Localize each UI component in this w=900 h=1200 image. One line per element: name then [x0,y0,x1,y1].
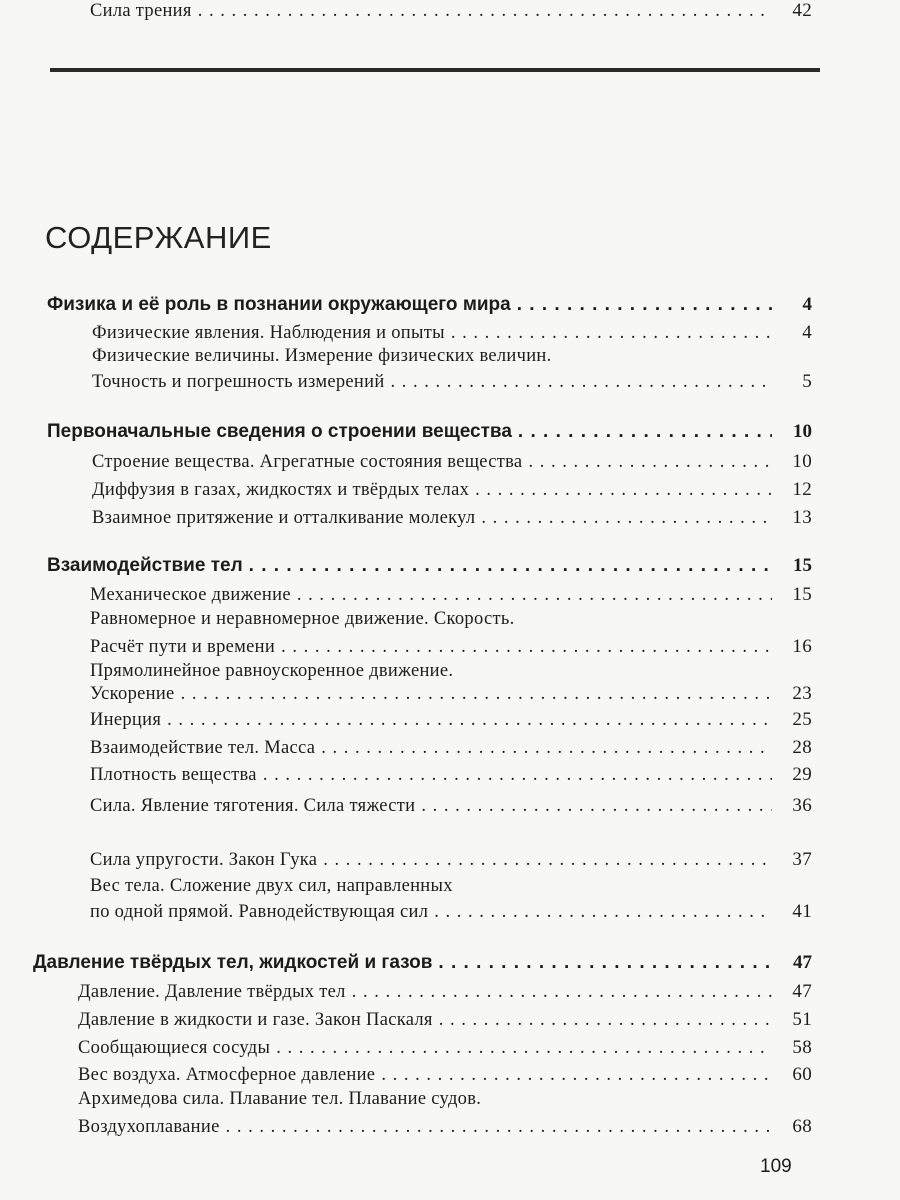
toc-entry [90,636,812,658]
entry-title: Плотность вещества [90,765,257,785]
entry-page: 10 [792,451,812,472]
entry-title: Диффузия в газах, жидкостях и твёрдых телах [92,480,470,500]
entry-line: Архимедова сила. Плавание тел. Плавание судов. [78,1089,482,1109]
entry-title: Расчёт пути и времени [90,637,276,657]
entry-title: Воздухоплавание [78,1117,220,1137]
section-heading [47,421,812,443]
entry-title: Сообщающиеся сосуды [78,1038,271,1058]
entry-page: 29 [792,764,812,785]
entry-page: 5 [802,371,812,392]
dot-leader [528,452,772,473]
section-heading [47,294,812,316]
dot-leader [391,372,772,393]
dot-leader [451,323,772,344]
entry-title: Взаимодействие тел. Масса [90,738,316,758]
entry-page: 10 [793,421,812,442]
toc-entry [90,764,812,786]
entry-title: Ускорение [90,684,175,704]
entry-line: Прямолинейное равноускоренное движение. [90,661,454,681]
entry-page: 58 [792,1037,812,1058]
entry-title: Давление твёрдых тел, жидкостей и газов [33,952,433,973]
entry-page: 51 [792,1009,812,1030]
toc-entry [90,683,812,705]
entry-title: Вес воздуха. Атмосферное давление [78,1065,376,1085]
toc-entry [92,507,812,529]
entry-title: Точность и погрешность измерений [92,372,385,392]
dot-leader [381,1065,772,1086]
toc-entry [78,1009,812,1031]
entry-title: Инерция [90,710,162,730]
toc-entry [90,901,812,923]
entry-page: 13 [792,507,812,528]
page-number: 109 [760,1156,792,1177]
toc-entry [92,322,812,344]
dot-leader [321,738,772,759]
toc-entry [92,479,812,501]
section-heading [33,952,812,974]
entry-page: 47 [793,952,812,973]
toc-entry [90,709,812,731]
entry-page: 15 [792,584,812,605]
entry-page: 15 [793,555,812,576]
entry-title: Давление в жидкости и газе. Закон Паскаля [78,1010,433,1030]
entry-title: Сила. Явление тяготения. Сила тяжести [90,796,416,816]
dot-leader [297,585,772,606]
dot-leader [438,952,772,974]
dot-leader [181,684,772,705]
dot-leader [226,1117,772,1138]
entry-title: Первоначальные сведения о строении вещества [47,421,512,442]
entry-page: 36 [792,795,812,816]
entry-page: 16 [792,636,812,657]
entry-page: 68 [792,1116,812,1137]
entry-title: Взаимодействие тел [47,555,243,576]
entry-page: 23 [792,683,812,704]
entry-title: Механическое движение [90,585,291,605]
entry-title: Давление. Давление твёрдых тел [78,982,346,1002]
dot-leader [439,1010,772,1031]
dot-leader [434,902,772,923]
entry-title: Физические явления. Наблюдения и опыты [92,323,445,343]
toc-entry [90,737,812,759]
entry-page: 28 [792,737,812,758]
entry-page: 41 [792,901,812,922]
entry-page: 12 [792,479,812,500]
dot-leader [475,480,772,501]
entry-title: Сила трения [90,1,192,21]
toc-entry [78,1116,812,1138]
dot-leader [517,294,772,316]
toc-entry [92,451,812,473]
entry-page: 4 [802,294,812,315]
entry-page: 42 [792,0,812,21]
entry-page: 47 [792,981,812,1002]
toc-entry [90,0,812,22]
toc-entry [90,584,812,606]
toc-entry [78,1037,812,1059]
section-heading [47,555,812,577]
page-title: СОДЕРЖАНИЕ [45,220,272,255]
top-rule [50,68,820,72]
dot-leader [249,555,772,577]
toc-entry [90,849,812,871]
dot-leader [281,637,772,658]
dot-leader [198,1,772,22]
entry-page: 37 [792,849,812,870]
toc-entry [90,795,812,817]
dot-leader [276,1038,772,1059]
entry-line: Равномерное и неравномерное движение. Скорость. [90,609,515,629]
entry-page: 25 [792,709,812,730]
dot-leader [352,982,772,1003]
entry-title: Взаимное притяжение и отталкивание молекул [92,508,476,528]
entry-title: Физика и её роль в познании окружающего мира [47,294,511,315]
dot-leader [263,765,772,786]
toc-entry [92,371,812,393]
entry-line: Вес тела. Сложение двух сил, направленных [90,876,453,896]
entry-page: 4 [802,322,812,343]
dot-leader [323,850,772,871]
dot-leader [167,710,772,731]
entry-title: Строение вещества. Агрегатные состояния вещества [92,452,523,472]
entry-page: 60 [792,1064,812,1085]
entry-line: Физические величины. Измерение физических величин. [92,346,552,366]
dot-leader [421,796,772,817]
toc-entry [78,981,812,1003]
dot-leader [518,421,772,443]
entry-title: по одной прямой. Равнодействующая сил [90,902,429,922]
entry-title: Сила упругости. Закон Гука [90,850,318,870]
toc-entry [78,1064,812,1086]
dot-leader [481,508,772,529]
